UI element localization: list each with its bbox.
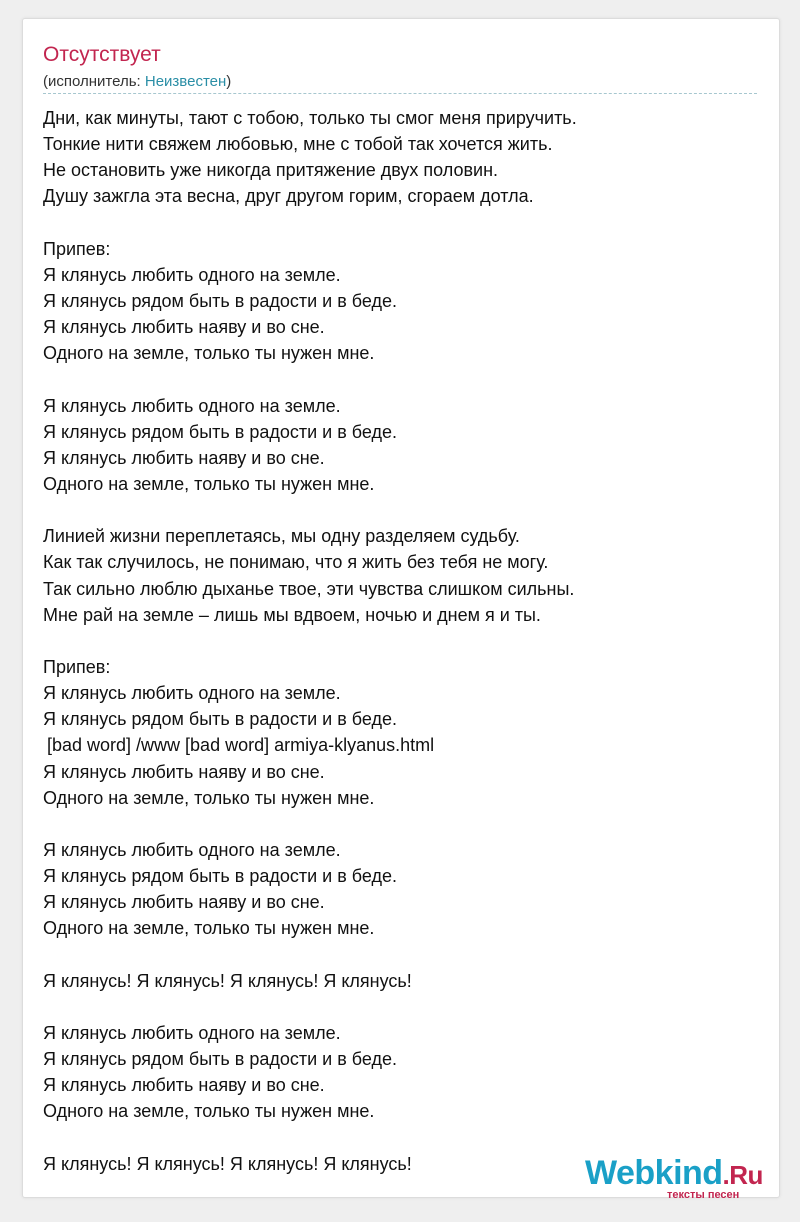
lyric-line: Я клянусь любить наяву и во сне. (43, 317, 325, 338)
lyric-blank-line (43, 811, 763, 837)
lyric-line: Я клянусь любить наяву и во сне. (43, 1075, 325, 1096)
lyrics-text (43, 105, 763, 1177)
dashed-divider (43, 93, 757, 94)
logo-brand: Webkind (585, 1154, 723, 1192)
lyric-line: Одного на земле, только ты нужен мне. (43, 918, 375, 939)
performer-prefix: (исполнитель: (43, 73, 145, 90)
lyric-line: Я клянусь любить наяву и во сне. (43, 447, 325, 468)
lyric-line: Я клянусь любить одного на земле. (43, 683, 341, 704)
lyric-line: Я клянусь любить одного на земле. (43, 264, 341, 285)
logo-tld: .Ru (722, 1160, 763, 1190)
lyric-blank-line (43, 497, 763, 523)
lyric-line: Я клянусь рядом быть в радости и в беде. (43, 290, 398, 311)
lyric-line: Я клянусь любить одного на земле. (43, 839, 341, 860)
lyric-line: Я клянусь любить одного на земле. (43, 395, 341, 416)
lyric-line: Я клянусь любить наяву и во сне. (43, 761, 325, 782)
lyrics-card (22, 18, 780, 1201)
lyric-line: Я клянусь рядом быть в радости и в беде. (43, 1049, 398, 1070)
lyric-blank-line (43, 1124, 763, 1150)
lyric-line: Мне рай на земле – лишь мы вдвоем, ночью и днем я и ты. (43, 604, 541, 625)
lyric-line: Тонкие нити свяжем любовью, мне с тобой так хочется жить. (43, 134, 553, 155)
logo-tagline: тексты песен (667, 1189, 740, 1201)
lyric-line: Не остановить уже никогда притяжение двух половин. (43, 160, 499, 181)
lyric-line: Припев: (43, 656, 111, 677)
lyric-line: Я клянусь любить одного на земле. (43, 1022, 341, 1043)
lyric-line: Одного на земле, только ты нужен мне. (43, 473, 375, 494)
lyric-blank-line (43, 942, 763, 968)
lyric-line: Я клянусь! Я клянусь! Я клянусь! Я клянусь! (43, 1153, 412, 1174)
lyric-line: Припев: (43, 238, 111, 259)
lyric-blank-line (43, 628, 763, 654)
lyric-line: Я клянусь рядом быть в радости и в беде. (43, 421, 398, 442)
lyric-line: Так сильно люблю дыханье твое, эти чувства слишком сильны. (43, 578, 575, 599)
lyric-line: Одного на земле, только ты нужен мне. (43, 787, 375, 808)
lyric-line: Я клянусь рядом быть в радости и в беде. (43, 866, 398, 887)
song-title: Отсутствует (43, 43, 161, 66)
lyric-blank-line (43, 994, 763, 1020)
lyric-line: Я клянусь! Я клянусь! Я клянусь! Я клянусь! (43, 970, 412, 991)
lyric-line: Душу зажгла эта весна, друг другом горим, сгораем дотла. (43, 186, 534, 207)
lyric-line: Одного на земле, только ты нужен мне. (43, 343, 375, 364)
lyric-line: Линией жизни переплетаясь, мы одну разделяем судьбу. (43, 526, 520, 547)
lyric-blank-line (43, 366, 763, 392)
lyric-line: Дни, как минуты, тают с тобою, только ты смог меня приручить. (43, 108, 577, 128)
site-logo[interactable] (585, 1153, 777, 1203)
lyric-line: Как так случилось, не понимаю, что я жить без тебя не могу. (43, 552, 549, 573)
performer-suffix: ) (226, 73, 232, 90)
lyric-line: [bad word] /www [bad word] armiya-klyanus.html (47, 735, 435, 756)
performer-line (43, 73, 231, 91)
lyric-line: Одного на земле, только ты нужен мне. (43, 1101, 375, 1122)
performer-link[interactable]: Неизвестен (144, 73, 227, 90)
lyric-line: Я клянусь любить наяву и во сне. (43, 892, 325, 913)
lyric-line: Я клянусь рядом быть в радости и в беде. (43, 709, 398, 730)
lyric-blank-line (43, 210, 763, 236)
